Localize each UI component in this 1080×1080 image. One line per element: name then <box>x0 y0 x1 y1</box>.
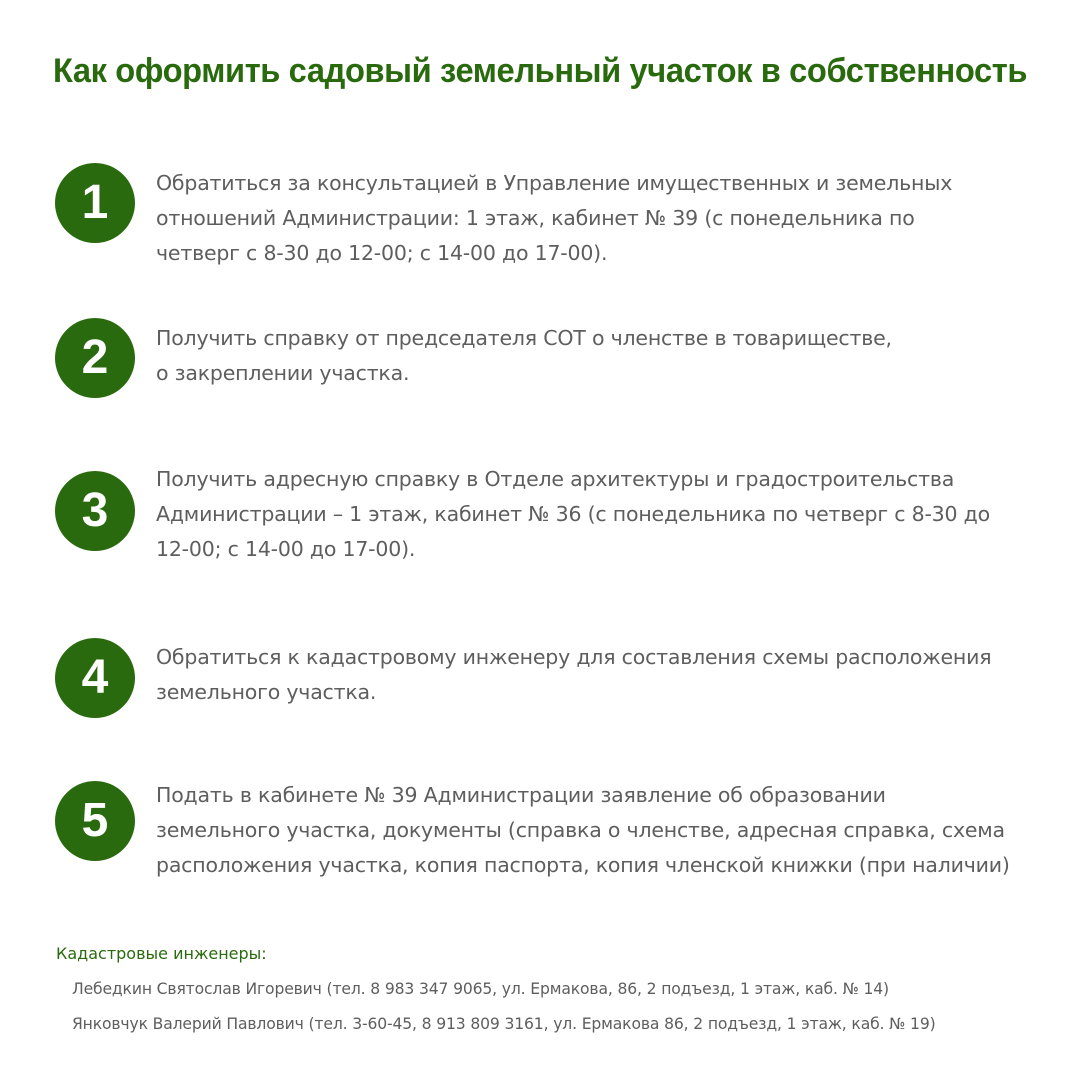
page-title: Как оформить садовый земельный участок в собственность <box>52 52 1028 90</box>
step-text-line: Обратиться за консультацией в Управление имущественных и земельных <box>156 171 953 195</box>
contacts-heading: Кадастровые инженеры: <box>56 944 267 963</box>
step-number-badge: 2 <box>55 318 135 398</box>
step-text-line: земельного участка, документы (справка о членстве, адресная справка, схема <box>156 818 1005 842</box>
step-text <box>156 166 1041 271</box>
step-text-line: Получить справку от председателя СОТ о членстве в товариществе, <box>156 326 892 350</box>
step-number-badge: 5 <box>55 781 135 861</box>
step-text-line: Администрации – 1 этаж, кабинет № 36 (с понедельника по четверг с 8-30 до <box>156 502 990 526</box>
step-text-line: четверг с 8-30 до 12-00; с 14-00 до 17-00). <box>156 241 608 265</box>
step-text-line: Подать в кабинете № 39 Администрации заявление об образовании <box>156 783 886 807</box>
step-text <box>156 778 1041 883</box>
step-number-badge: 1 <box>55 163 135 243</box>
step-text-line: Получить адресную справку в Отделе архитектуры и градостроительства <box>156 467 955 491</box>
step-number-badge: 3 <box>55 471 135 551</box>
step-text-line: отношений Администрации: 1 этаж, кабинет № 39 (с понедельника по <box>156 206 915 230</box>
contact-item: Лебедкин Святослав Игоревич (тел. 8 983 347 9065, ул. Ермакова, 86, 2 подъезд, 1 этаж, каб. № 14) <box>72 980 889 998</box>
step-text <box>156 640 1041 710</box>
step-number-badge: 4 <box>55 638 135 718</box>
step-text-line: о закреплении участка. <box>156 361 410 385</box>
step-text-line: 12-00; с 14-00 до 17-00). <box>156 537 416 561</box>
step-text-line: земельного участка. <box>156 680 377 704</box>
step-text-line: расположения участка, копия паспорта, копия членской книжки (при наличии) <box>156 853 1010 877</box>
step-text <box>156 321 1041 391</box>
step-text-line: Обратиться к кадастровому инженеру для составления схемы расположения <box>156 645 992 669</box>
contact-item: Янковчук Валерий Павлович (тел. 3-60-45, 8 913 809 3161, ул. Ермакова 86, 2 подъезд, 1 этаж, каб. № 19) <box>72 1015 936 1033</box>
step-text <box>156 462 1041 567</box>
